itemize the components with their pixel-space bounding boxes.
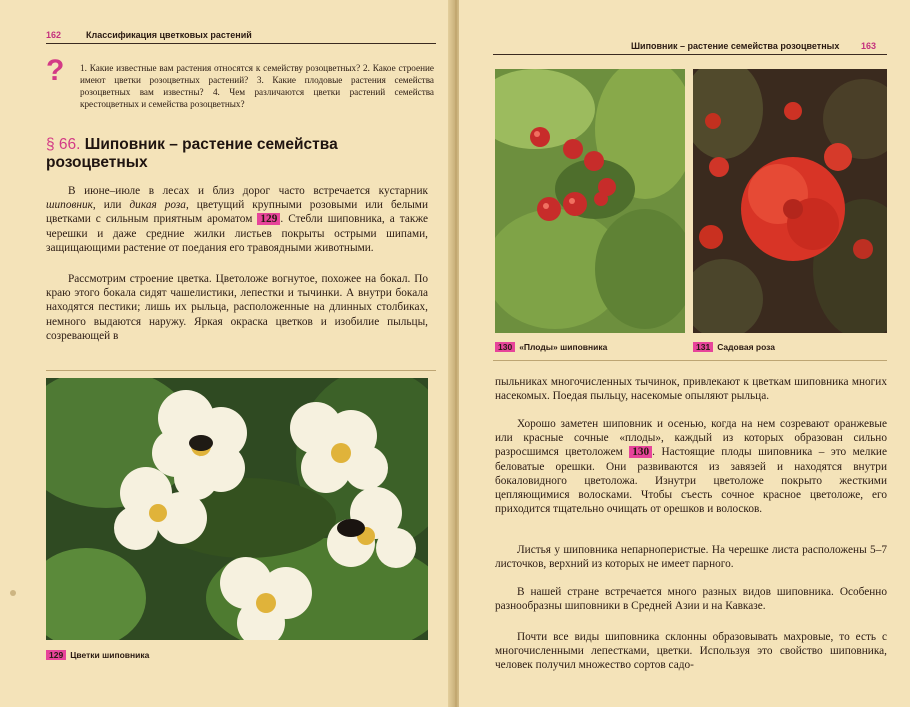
caption-text-130: «Плоды» шиповника (519, 342, 608, 352)
figure-rule-right (493, 360, 887, 361)
term-wild-rose: дикая роза (129, 199, 186, 212)
review-questions: 1. Какие известные вам растения относятся к семейству розоцветных? 2. Какое строение имеют цветки розоцветных растений? 3. Какие плодовые растения семейства розоцветных вам известны? 4. Чем различаются цветки растений семейства крестоцветных и семейства розоцветных? (80, 63, 434, 109)
figure-rule (46, 370, 436, 371)
photo-rosehip-fruits (495, 69, 685, 333)
running-head-right: Шиповник – растение семейства розоцветных (631, 41, 840, 51)
photo-rosehip-flowers (46, 378, 428, 640)
text-run: . Стебли шиповника, а также черешки и даже средние жилки листьев покрыты острыми шипами, защищающими растение от поедания его травоядными животными. (46, 213, 428, 254)
paragraph-species: В нашей стране встречается много разных видов шиповника. Особенно разнообразны шиповники в Средней Азии и на Кавказе. (495, 586, 887, 613)
paragraph-flower-structure: Рассмотрим строение цветка. Цветоложе вогнутое, похожее на бокал. По краю этого бокала сидят чашелистики, лепестки и тычинки. А внутри бокала находятся пестики; лишь их рыльца, расположенные на длинных столбиках, немного выдаются наружу. Яркая окраска цветков и изобилие пыльцы, созревающей в (46, 273, 428, 342)
caption-129 (46, 650, 149, 660)
figure-ref-130[interactable]: 130 (629, 446, 652, 458)
page-number-left: 162 (46, 30, 62, 40)
left-page (0, 0, 452, 707)
text-run: Хорошо заметен шиповник и осенью, когда на нем созревают оранжевые или красные сочные «плоды», каждый из которых образован сильно разросшимся цветоложем (495, 418, 887, 459)
caption-number-130: 130 (495, 342, 515, 352)
caption-text-129: Цветки шиповника (70, 650, 150, 660)
caption-number-129: 129 (46, 650, 66, 660)
page-number-right: 163 (861, 41, 877, 51)
right-page (459, 0, 910, 707)
text-run: , или (92, 199, 130, 212)
header-rule-left (46, 43, 436, 44)
caption-130 (495, 342, 607, 352)
caption-number-131: 131 (693, 342, 713, 352)
paragraph-pollen: пыльниках многочисленных тычинок, привлекают к цветкам шиповника многих насекомых. Поедая пыльцу, насекомые опыляют рыльца. (495, 376, 887, 403)
header-rule-right (493, 54, 887, 55)
section-number: § 66. (46, 136, 81, 153)
text-run: В июне–июле в лесах и близ дорог часто встречается кустарник (68, 185, 428, 197)
paragraph-leaves: Листья у шиповника непарноперистые. На черешке листа расположены 5–7 листочков, верхний из которых не имеет парного. (495, 544, 887, 571)
term-rosehip: шиповник (46, 199, 93, 212)
text-run: . Настоящие плоды шиповника – это мелкие беловатые орешки. Они развиваются из завязей и находятся внутри бокаловидного цветоложа. Изнутри цветоложе покрыто жесткими цепляющимися волосками. Чтобы съесть сочное красное цветоложе, его приходится тщательно очищать от орешков и волосков. (495, 446, 887, 516)
text-run: , цветущий крупными розовыми или белыми цветками с сильным приятным ароматом (46, 199, 429, 226)
section-title: Шиповник – растение семейства розоцветных (46, 136, 338, 171)
paragraph-fruits (495, 417, 887, 516)
paper-hole (10, 590, 16, 596)
paragraph-double-flowers: Почти все виды шиповника склонны образовывать махровые, то есть с многочисленными лепестками, цветки. Используя это свойство шиповника, человек получил множество сортов садо- (495, 631, 887, 672)
running-head-left: Классификация цветковых растений (86, 30, 252, 40)
paragraph-intro (46, 184, 428, 255)
question-mark-icon: ? (46, 54, 65, 87)
section-heading (46, 136, 426, 172)
caption-131 (693, 342, 775, 352)
photo-garden-rose (693, 69, 887, 333)
caption-text-131: Садовая роза (717, 342, 776, 352)
figure-ref-129[interactable]: 129 (257, 213, 280, 225)
